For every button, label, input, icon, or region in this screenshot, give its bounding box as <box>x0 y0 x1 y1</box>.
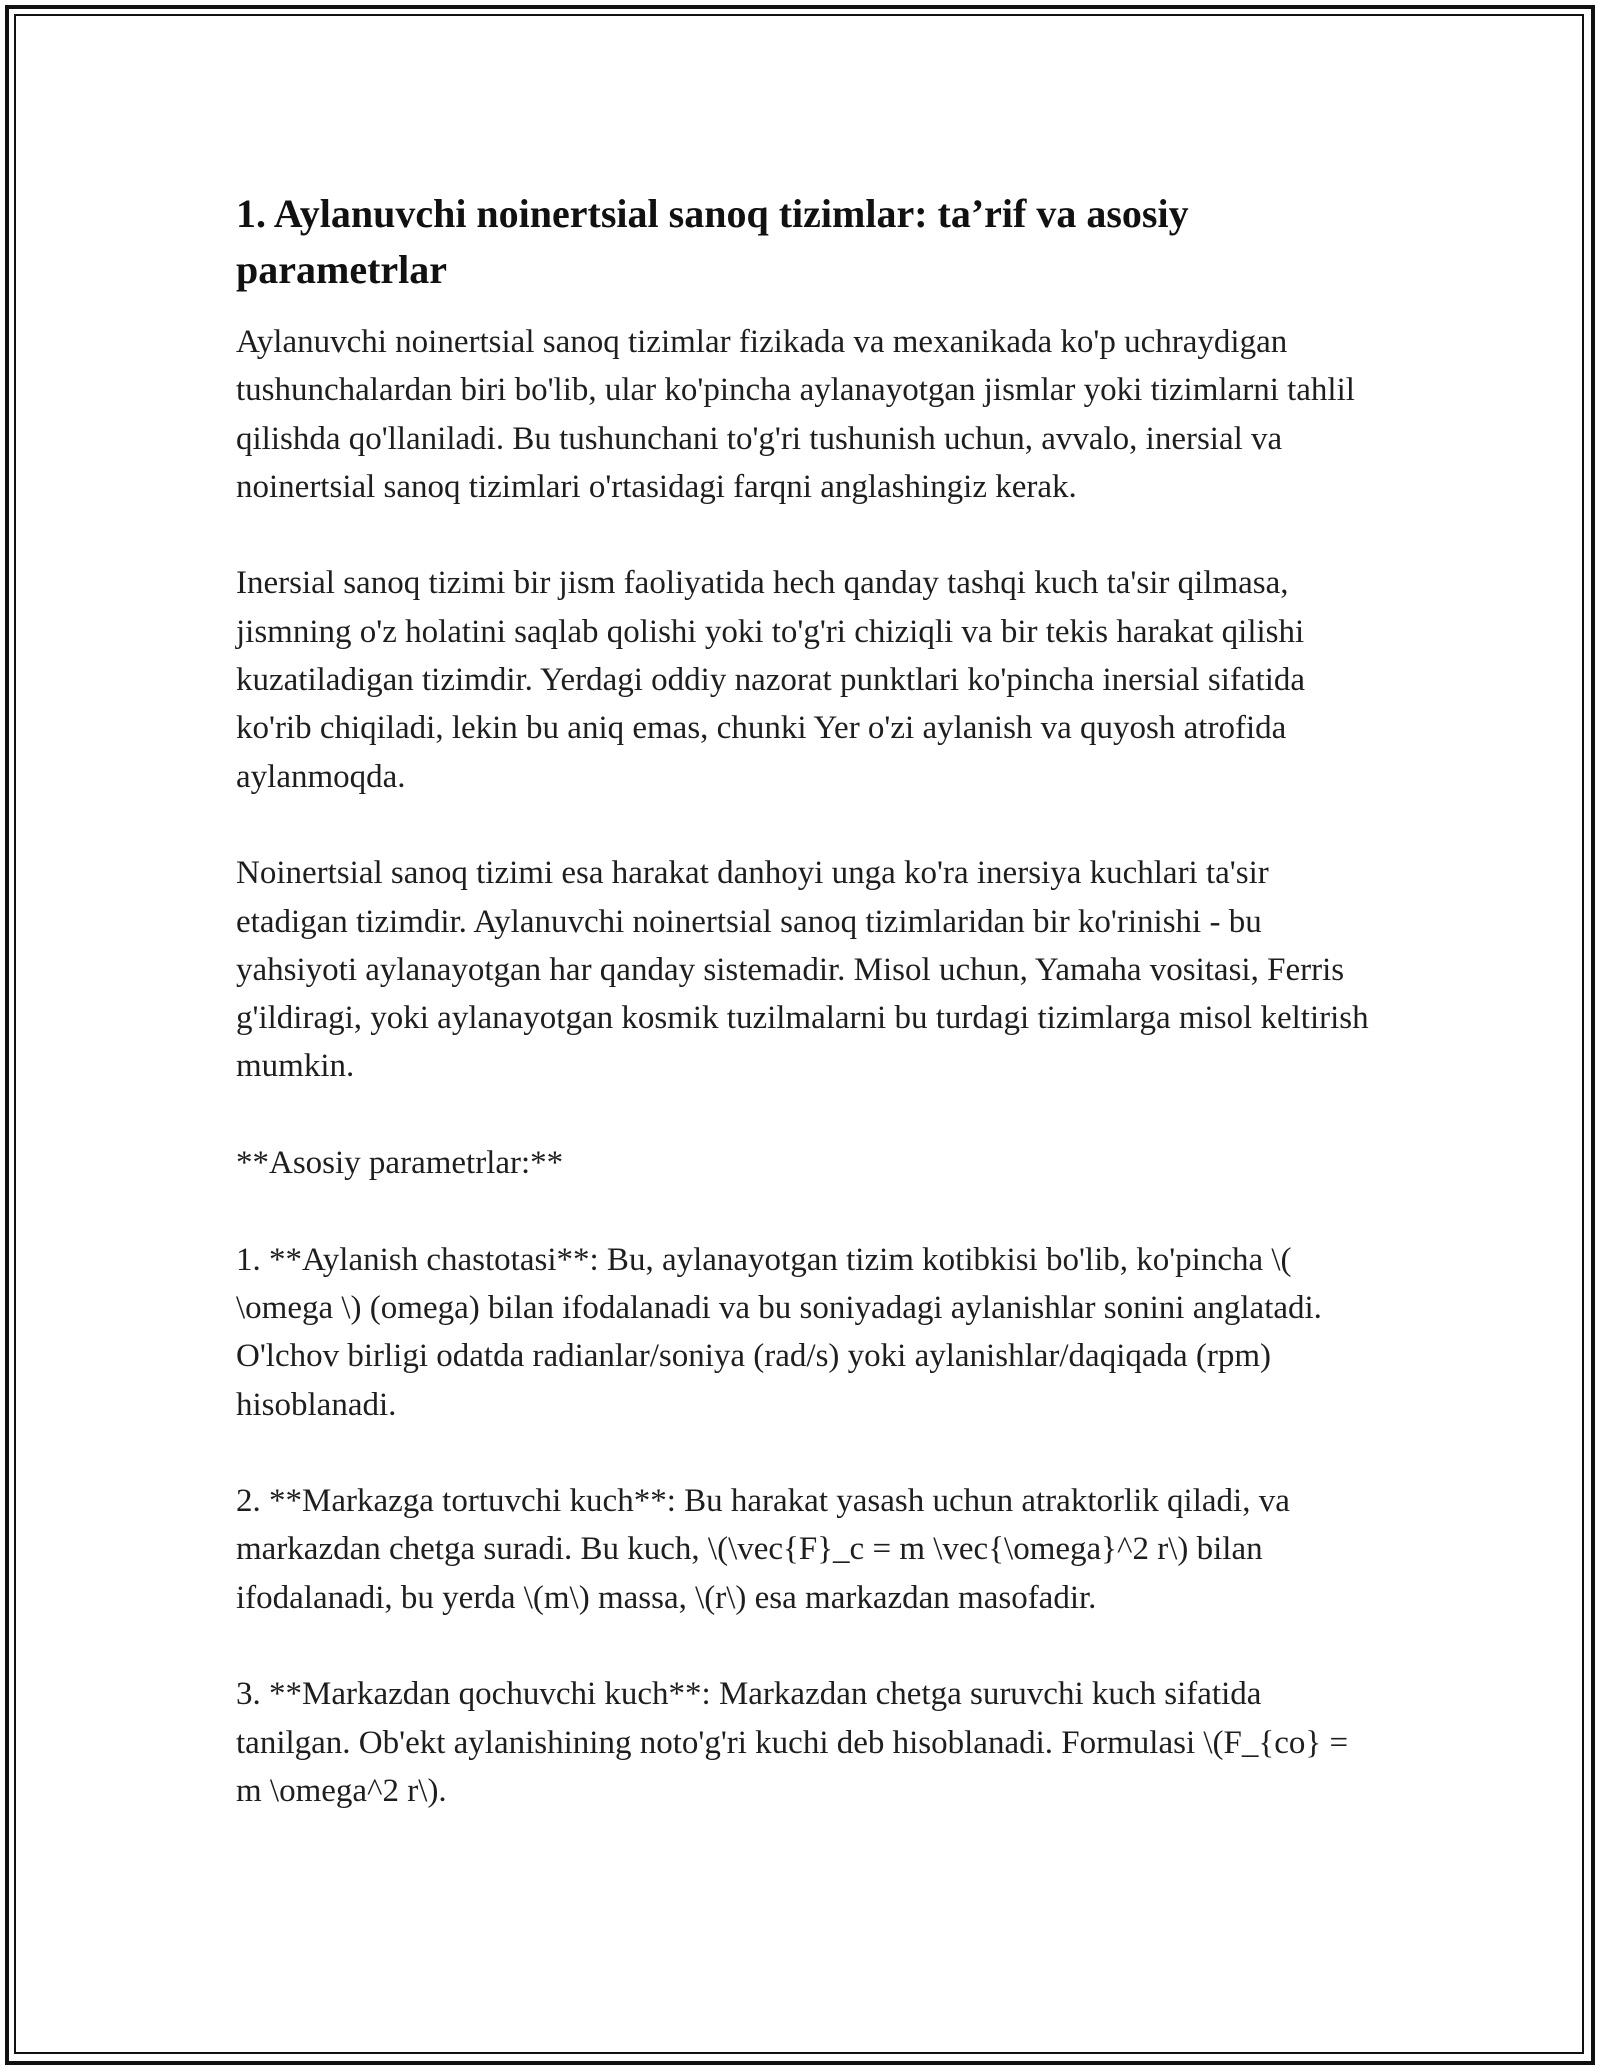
paragraph-centripetal-force: 2. **Markazga tortuvchi kuch**: Bu harakat yasash uchun atraktorlik qiladi, va markazdan chetga suradi. Bu kuch, \(\vec{F}_c = m \vec{\omega}^2 r\) bilan ifodalanadi, bu yerda \(m\) massa, \(r\) esa markazdan masofadir. <box>236 1483 1290 1616</box>
section-title: 1. Aylanuvchi noinertsial sanoq tizimlar: ta’rif va asosiy parametrlar <box>236 191 1189 292</box>
paragraph-inertial: Inersial sanoq tizimi bir jism faoliyatida hech qanday tashqi kuch ta'sir qilmasa, jismning o'z holatini saqlab qolishi yoki to'g'ri chiziqli va bir tekis harakat qilishi kuzatiladigan tizimdir. Yerdagi oddiy nazorat punktlari ko'pincha inersial sifatida ko'rib chiqiladi, lekin bu aniq emas, chunki Yer o'zi aylanish va quyosh atrofida aylanmoqda. <box>236 565 1306 795</box>
paragraph-centrifugal-force: 3. **Markazdan qochuvchi kuch**: Markazdan chetga suruvchi kuch sifatida tanilgan. Ob'ekt aylanishining noto'g'ri kuchi deb hisoblanadi. Formulasi \(F_{co} = m \omega^2 r\). <box>236 1676 1349 1809</box>
paragraph-rotation-frequency: 1. **Aylanish chastotasi**: Bu, aylanayotgan tizim kotibkisi bo'lib, ko'pincha \( \omega \) (omega) bilan ifodalanadi va bu soniyadagi aylanishlar sonini anglatadi. O'lchov birligi odatda radianlar/soniya (rad/s) yoki aylanishlar/daqiqada (rpm) hisoblanadi. <box>236 1241 1322 1423</box>
document-page <box>236 186 1376 1864</box>
paragraph-noninertial: Noinertsial sanoq tizimi esa harakat danhoyi unga ko'ra inersiya kuchlari ta'sir etadigan tizimdir. Aylanuvchi noinertsial sanoq tizimlaridan bir ko'rinishi - bu yahsiyoti aylanayotgan har qanday sistemadir. Misol uchun, Yamaha vositasi, Ferris g'ildiragi, yoki aylanayotgan kosmik tuzilmalarni bu turdagi tizimlarga misol keltirish mumkin. <box>236 855 1369 1085</box>
paragraph-intro: Aylanuvchi noinertsial sanoq tizimlar fizikada va mexanikada ko'p uchraydigan tushunchalardan biri bo'lib, ular ko'pincha aylanayotgan jismlar yoki tizimlarni tahlil qilishda qo'llaniladi. Bu tushunchani to'g'ri tushunish uchun, avvalo, inersial va noinertsial sanoq tizimlari o'rtasidagi farqni anglashingiz kerak. <box>236 324 1355 505</box>
paragraph-parameters-heading: **Asosiy parametrlar:** <box>236 1145 564 1182</box>
